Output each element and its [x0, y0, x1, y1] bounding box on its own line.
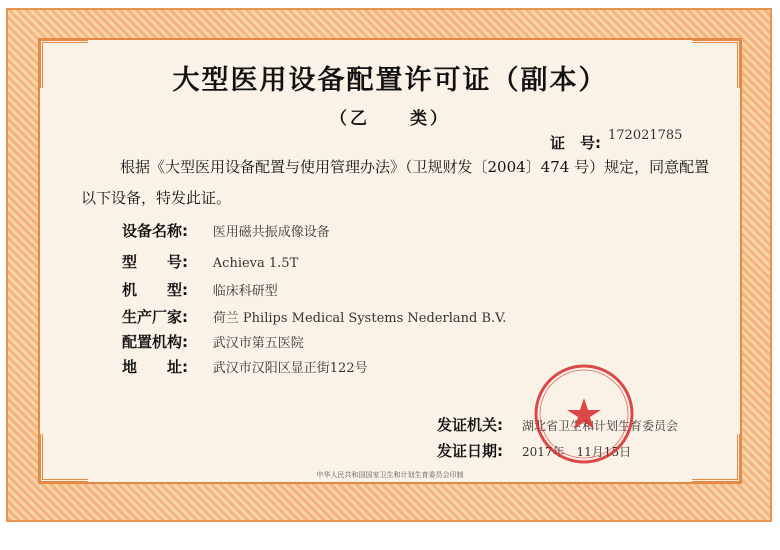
field-label: 设备名称: [122, 222, 188, 240]
field-label: 生产厂家: [122, 308, 188, 326]
field-label: 机 型: [122, 281, 188, 299]
field-row [122, 220, 330, 241]
field-value: 武汉市第五医院 [212, 336, 304, 351]
cert-no-value: 172021785 [608, 128, 683, 143]
issue-date-label: 发证日期: [437, 442, 503, 460]
intro-line-1: 根据《大型医用设备配置与使用管理办法》（卫规财发〔2004〕474 号）规定，同意配置 [120, 158, 710, 176]
field-row [122, 356, 368, 377]
issuer-value: 湖北省卫生和计划生育委员会 [522, 419, 679, 433]
certificate-title: 大型医用设备配置许可证（副本） [172, 65, 608, 96]
field-value: 武汉市汉阳区显正街122号 [212, 361, 368, 376]
field-value: Achieva 1.5T [212, 256, 299, 271]
field-row [122, 331, 304, 352]
field-label: 地 址: [122, 358, 188, 376]
official-seal [532, 362, 636, 466]
certificate-class: （乙 类） [330, 109, 450, 129]
field-label: 型 号: [122, 253, 188, 271]
issuer-label: 发证机关: [437, 416, 503, 434]
field-row [122, 251, 298, 272]
field-row [122, 306, 506, 327]
field-value: 医用磁共振成像设备 [212, 225, 330, 240]
field-value: 临床科研型 [212, 284, 278, 299]
intro-line-2: 以下设备，特发此证。 [81, 189, 232, 207]
field-row [122, 279, 278, 300]
cert-no-label: 证 号: [550, 134, 601, 152]
field-label: 配置机构: [122, 333, 188, 351]
intro-paragraph [81, 152, 740, 214]
printer-footer: 中华人民共和国国家卫生和计划生育委员会印制 [316, 471, 464, 479]
issue-date-value: 2017年 11月15日 [522, 445, 632, 459]
field-value: 荷兰 Philips Medical Systems Nederland B.V. [212, 311, 507, 326]
